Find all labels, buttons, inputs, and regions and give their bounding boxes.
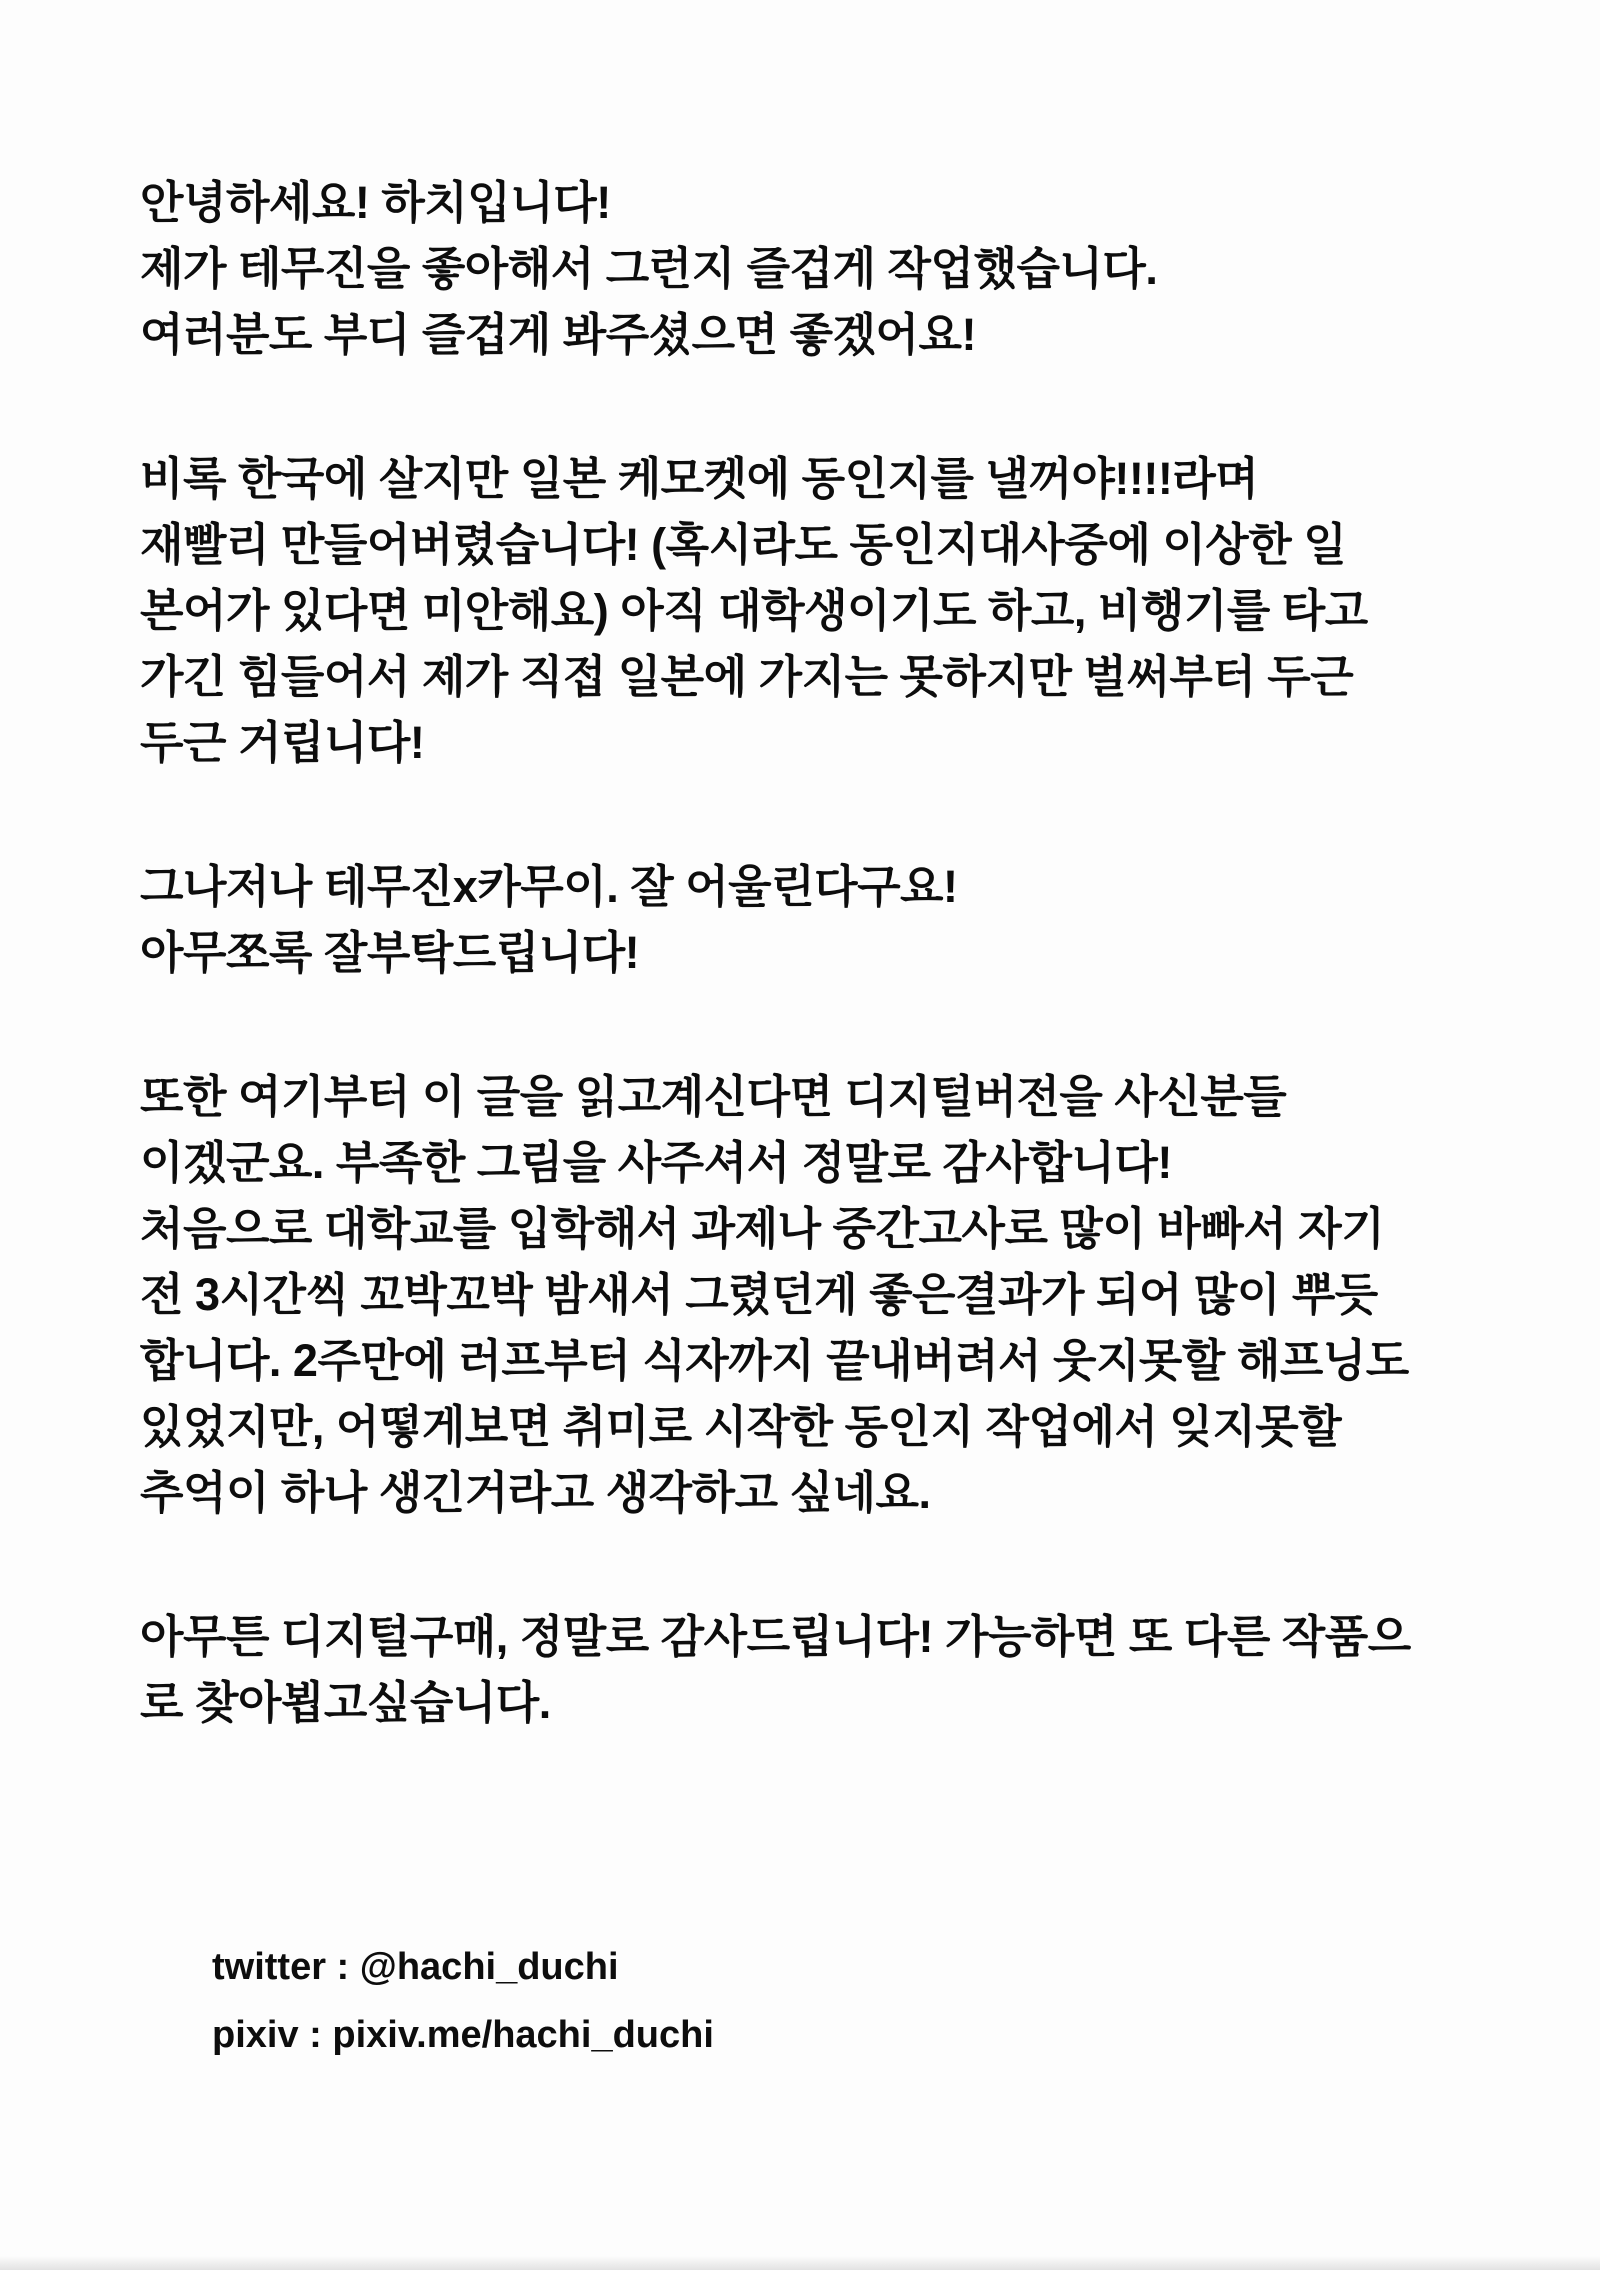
page-bottom-edge — [0, 2256, 1600, 2270]
text-line: 아무튼 디지털구매, 정말로 감사드립니다! 가능하면 또 다른 작품으 — [140, 1611, 1411, 1662]
text-line: 처음으로 대학교를 입학해서 과제나 중간고사로 많이 바빠서 자기 — [140, 1203, 1385, 1254]
text-line: 제가 테무진을 좋아해서 그런지 즐겁게 작업했습니다. — [140, 243, 1158, 294]
contact-block — [212, 1933, 714, 2069]
pixiv-contact-line — [212, 2001, 714, 2069]
text-line: 아무쪼록 잘부탁드립니다! — [140, 927, 640, 978]
text-line: 있었지만, 어떻게보면 취미로 시작한 동인지 작업에서 잊지못할 — [140, 1401, 1342, 1452]
text-line: 이겠군요. 부족한 그림을 사주셔서 정말로 감사합니다! — [140, 1137, 1172, 1188]
text-line: 합니다. 2주만에 러프부터 식자까지 끝내버려서 웃지못할 해프닝도 — [140, 1335, 1409, 1386]
contact-separator: : — [298, 2014, 333, 2056]
text-line: 본어가 있다면 미안해요) 아직 대학생이기도 하고, 비행기를 타고 — [140, 585, 1368, 636]
text-line: 비록 한국에 살지만 일본 케모켓에 동인지를 낼꺼야!!!!라며 — [140, 453, 1259, 504]
text-line: 또한 여기부터 이 글을 읽고계신다면 디지털버전을 사신분들 — [140, 1071, 1287, 1122]
paragraph — [140, 170, 1500, 368]
paragraph — [140, 854, 1500, 986]
pixiv-label: pixiv — [212, 2014, 299, 2056]
text-line: 안녕하세요! 하치입니다! — [140, 177, 611, 228]
contact-separator: : — [326, 1946, 360, 1988]
text-line: 가긴 힘들어서 제가 직접 일본에 가지는 못하지만 벌써부터 두근 — [140, 651, 1354, 702]
text-line: 추억이 하나 생긴거라고 생각하고 싶네요. — [140, 1467, 931, 1518]
text-line: 여러분도 부디 즐겁게 봐주셨으면 좋겠어요! — [140, 309, 976, 360]
text-line: 그나저나 테무진x카무이. 잘 어울린다구요! — [140, 861, 958, 912]
paragraph — [140, 446, 1500, 776]
twitter-handle: @hachi_duchi — [359, 1946, 619, 1988]
pixiv-url: pixiv.me/hachi_duchi — [332, 2014, 714, 2056]
text-line: 로 찾아뵙고싶습니다. — [140, 1677, 551, 1728]
twitter-label: twitter — [212, 1946, 326, 1988]
text-line: 두근 거립니다! — [140, 717, 425, 768]
paragraph — [140, 1604, 1500, 1736]
paragraph — [140, 1064, 1500, 1526]
twitter-contact-line — [212, 1933, 714, 2001]
text-line: 재빨리 만들어버렸습니다! (혹시라도 동인지대사중에 이상한 일 — [140, 519, 1347, 570]
afterword-text — [140, 170, 1500, 1736]
text-line: 전 3시간씩 꼬박꼬박 밤새서 그렸던게 좋은결과가 되어 많이 뿌듯 — [140, 1269, 1378, 1320]
